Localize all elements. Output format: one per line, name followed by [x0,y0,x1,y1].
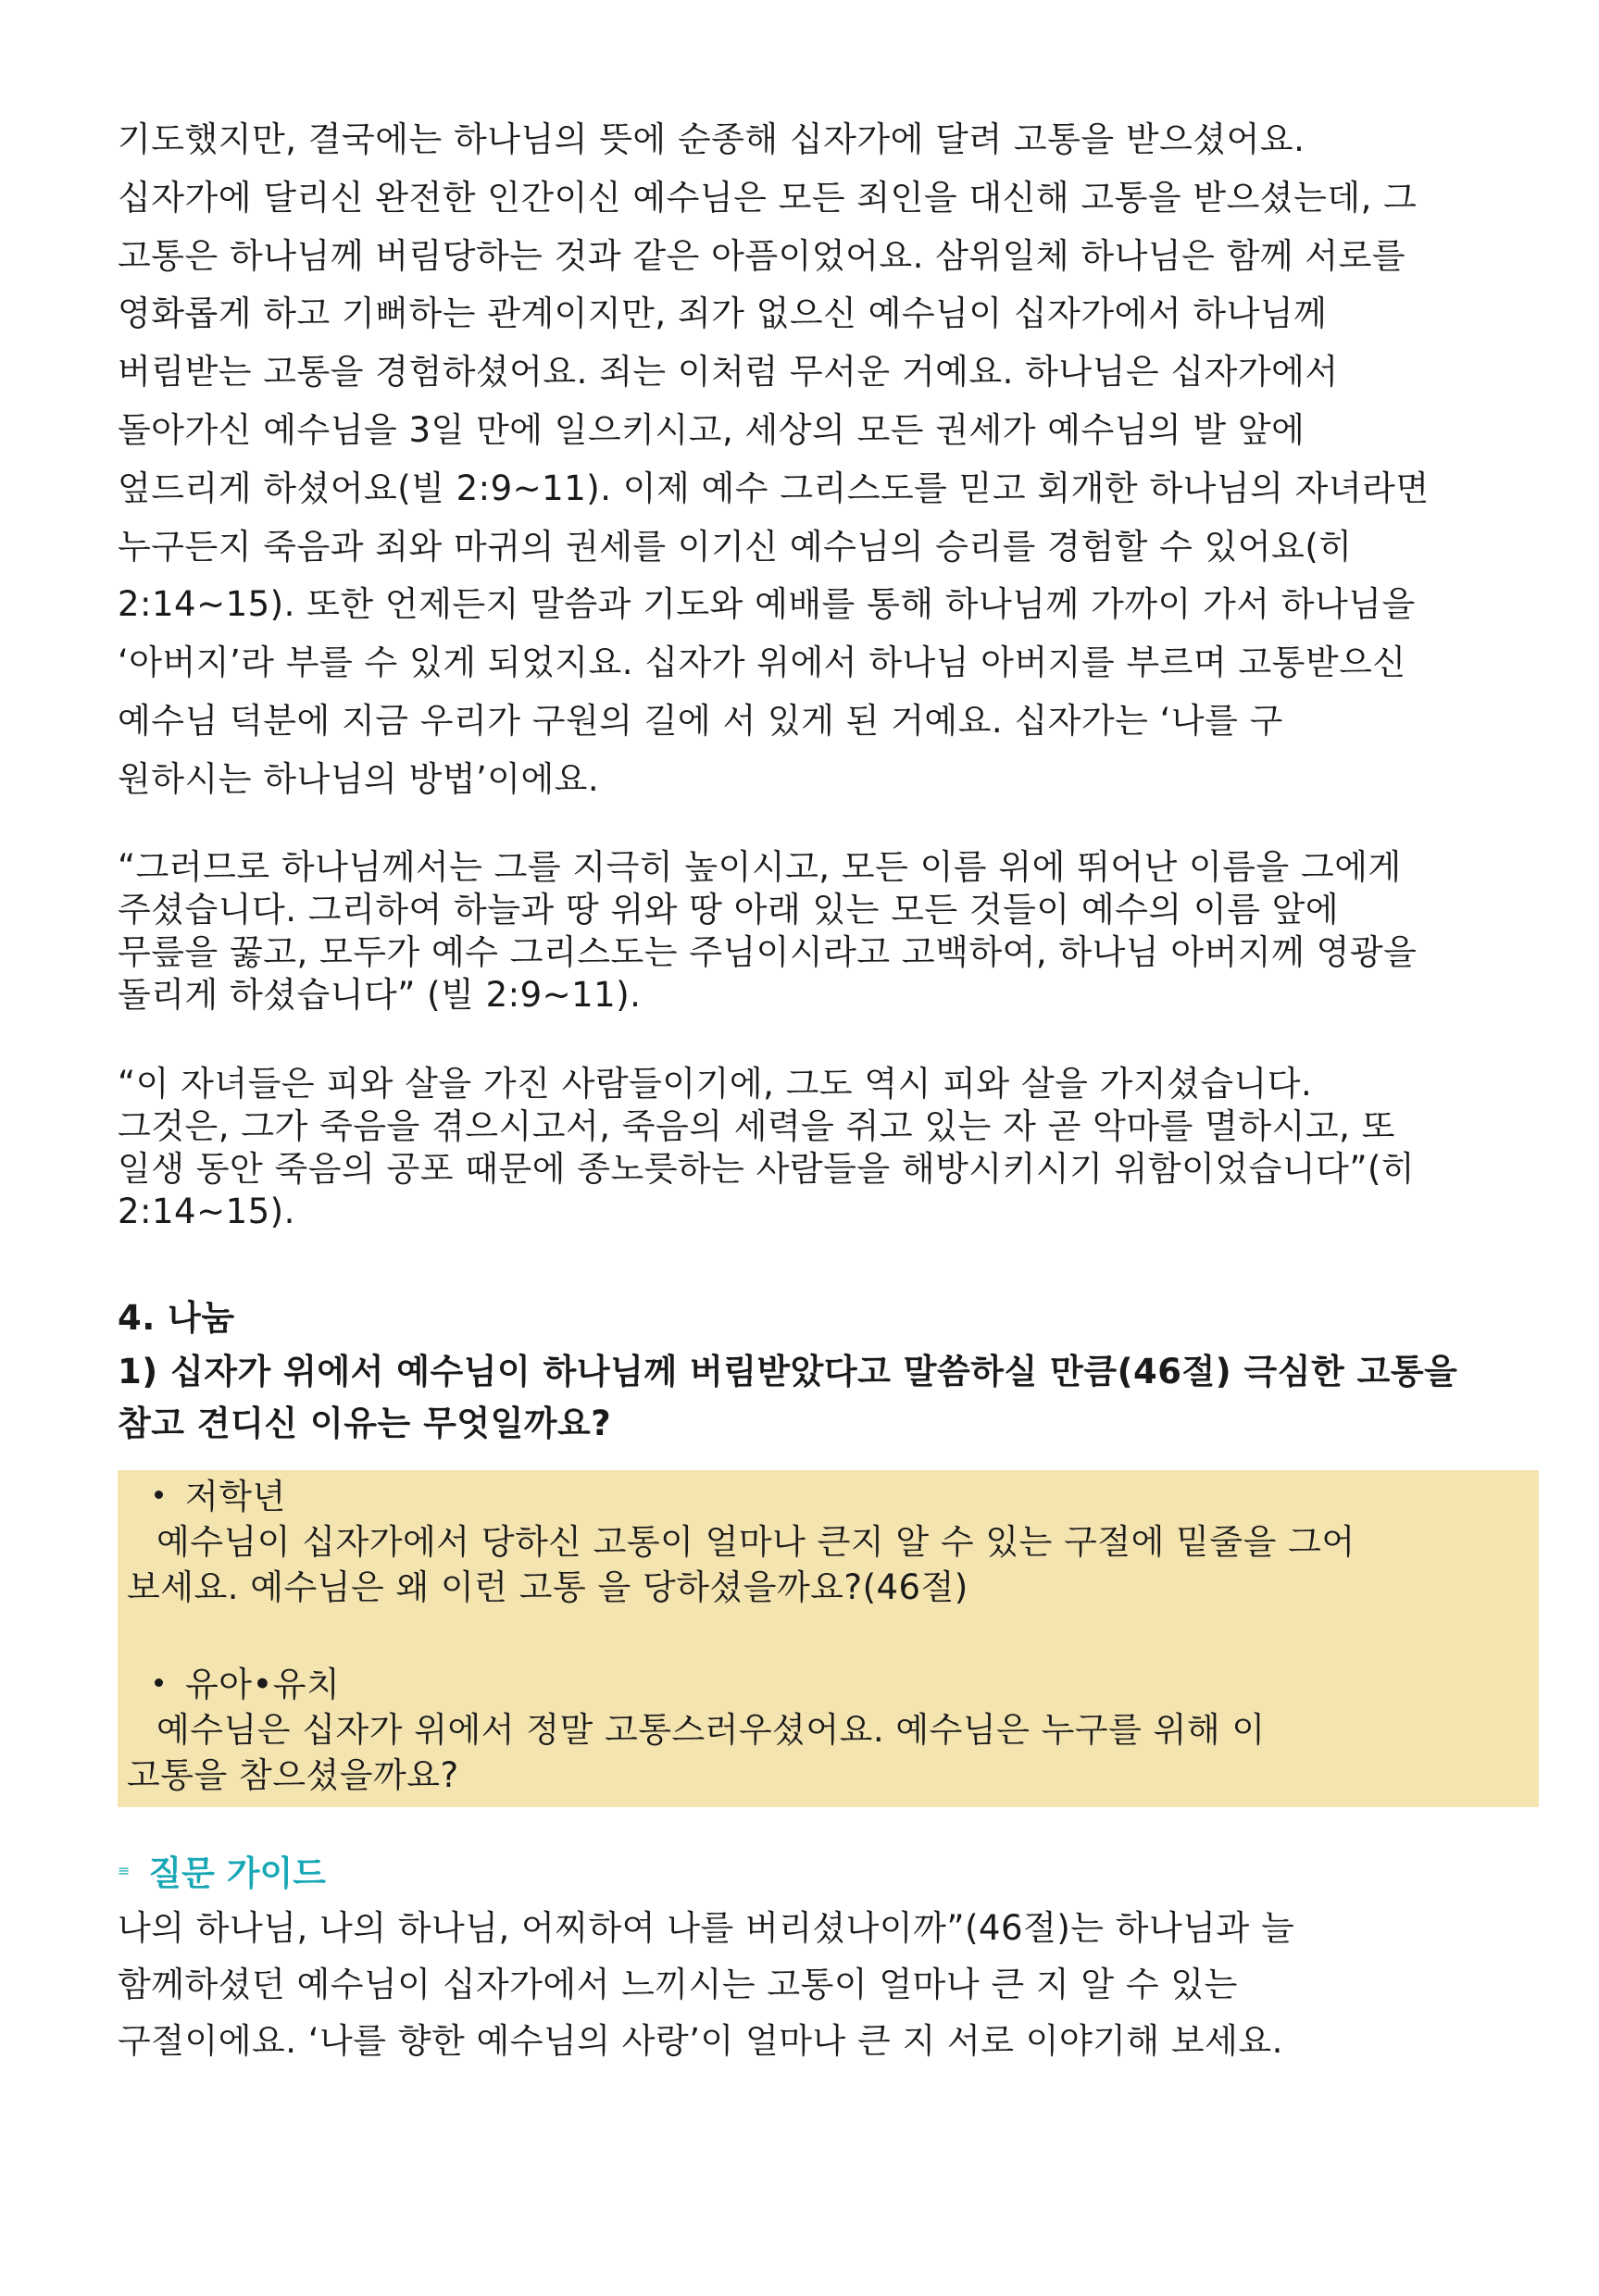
scripture-quote-hebrews [118,1063,1539,1233]
body-line: 기도했지만, 결국에는 하나님의 뜻에 순종해 십자가에 달려 고통을 받으셨어요. [118,119,1305,159]
age-group-label [118,1474,1539,1519]
age-group-label [118,1662,1539,1707]
body-line: 돌아가신 예수님을 3일 만에 일으키시고, 세상의 모든 권세가 예수님의 발 앞에 [118,409,1305,450]
question-guide-title [118,1848,1539,1900]
question-line: 참고 견디신 이유는 무엇일까요? [118,1403,612,1443]
body-line: 예수님 덕분에 지금 우리가 구원의 길에 서 있게 된 거예요. 십자가는 ‘나를 구 [118,700,1283,741]
quote-line: “이 자녀들은 피와 살을 가진 사람들이기에, 그도 역시 피와 살을 가지셨습니다. [118,1063,1313,1104]
body-line: 2:14~15). 또한 언제든지 말씀과 기도와 예배를 통해 하나님께 가까이 가서 하나님을 [118,584,1416,625]
quote-line: 일생 동안 죽음의 공포 때문에 종노릇하는 사람들을 해방시키시기 위함이었습니다”(히 [118,1148,1416,1189]
activity-line: 고통을 참으셨을까요? [127,1754,459,1795]
body-line: ‘아버지’라 부를 수 있게 되었지요. 십자가 위에서 하나님 아버지를 부르며 고통받으신 [118,643,1406,683]
bullet-icon [155,1678,163,1687]
quote-line: 그것은, 그가 죽음을 겪으시고서, 죽음의 세력을 쥐고 있는 자 곧 악마를 멸하시고, 또 [118,1105,1395,1146]
sharing-section-heading [118,1291,1539,1450]
body-line: 십자가에 달리신 완전한 인간이신 예수님은 모든 죄인을 대신해 고통을 받으셨는데, 그 [118,177,1418,218]
age-group-label-text: 유아•유치 [185,1664,341,1704]
question-guide-body [118,1900,1539,2069]
scripture-quote-philippians [118,846,1539,1017]
section-title: 4. 나눔 [118,1297,235,1338]
quote-line: “그러므로 하나님께서는 그를 지극히 높이시고, 모든 이름 위에 뛰어난 이름을 그에게 [118,846,1402,887]
spacer [118,1610,1539,1662]
quote-line: 무릎을 꿇고, 모두가 예수 그리스도는 주님이시라고 고백하여, 하나님 아버지께 영광을 [118,931,1418,972]
activity-line: 보세요. 예수님은 왜 이런 고통 을 당하셨을까요?(46절) [127,1566,968,1607]
activity-line: 예수님이 십자가에서 당하신 고통이 얼마나 큰지 알 수 있는 구절에 밑줄을 그어 [156,1521,1355,1562]
bullet-icon [155,1491,163,1499]
quote-line: 주셨습니다. 그리하여 하늘과 땅 위와 땅 아래 있는 모든 것들이 예수의 이름 앞에 [118,889,1340,930]
menu-icon: ≡ [118,1862,131,1880]
body-line: 고통은 하나님께 버림당하는 것과 같은 아픔이었어요. 삼위일체 하나님은 함께 서로를 [118,235,1406,276]
question-guide-title-text: 질문 가이드 [148,1853,326,1893]
body-paragraph [118,111,1539,809]
document-page [118,111,1539,2069]
body-line: 엎드리게 하셨어요(빌 2:9~11). 이제 예수 그리스도를 믿고 회개한 하나님의 자녀라면 [118,468,1430,508]
age-group-activity-box [118,1470,1539,1807]
quote-line: 돌리게 하셨습니다” (빌 2:9~11). [118,974,642,1015]
body-line: 누구든지 죽음과 죄와 마귀의 권세를 이기신 예수님의 승리를 경험할 수 있어요(히 [118,526,1353,567]
quote-line: 2:14~15). [118,1191,295,1231]
question-line: 1) 십자가 위에서 예수님이 하나님께 버림받았다고 말씀하실 만큼(46절) 극심한 고통을 [118,1351,1458,1391]
body-line: 버림받는 고통을 경험하셨어요. 죄는 이처럼 무서운 거예요. 하나님은 십자가에서 [118,352,1339,393]
body-line: 원하시는 하나님의 방법’이에요. [118,758,600,799]
guide-line: 함께하셨던 예수님이 십자가에서 느끼시는 고통이 얼마나 큰 지 알 수 있는 [118,1964,1238,2004]
guide-line: 나의 하나님, 나의 하나님, 어찌하여 나를 버리셨나이까”(46절)는 하나님과 늘 [118,1907,1295,1948]
guide-line: 구절이에요. ‘나를 향한 예수님의 사랑’이 얼마나 큰 지 서로 이야기해 보세요. [118,2020,1283,2061]
activity-line: 예수님은 십자가 위에서 정말 고통스러우셨어요. 예수님은 누구를 위해 이 [156,1709,1266,1750]
age-group-label-text: 저학년 [185,1476,286,1516]
body-line: 영화롭게 하고 기뻐하는 관계이지만, 죄가 없으신 예수님이 십자가에서 하나님께 [118,293,1328,334]
